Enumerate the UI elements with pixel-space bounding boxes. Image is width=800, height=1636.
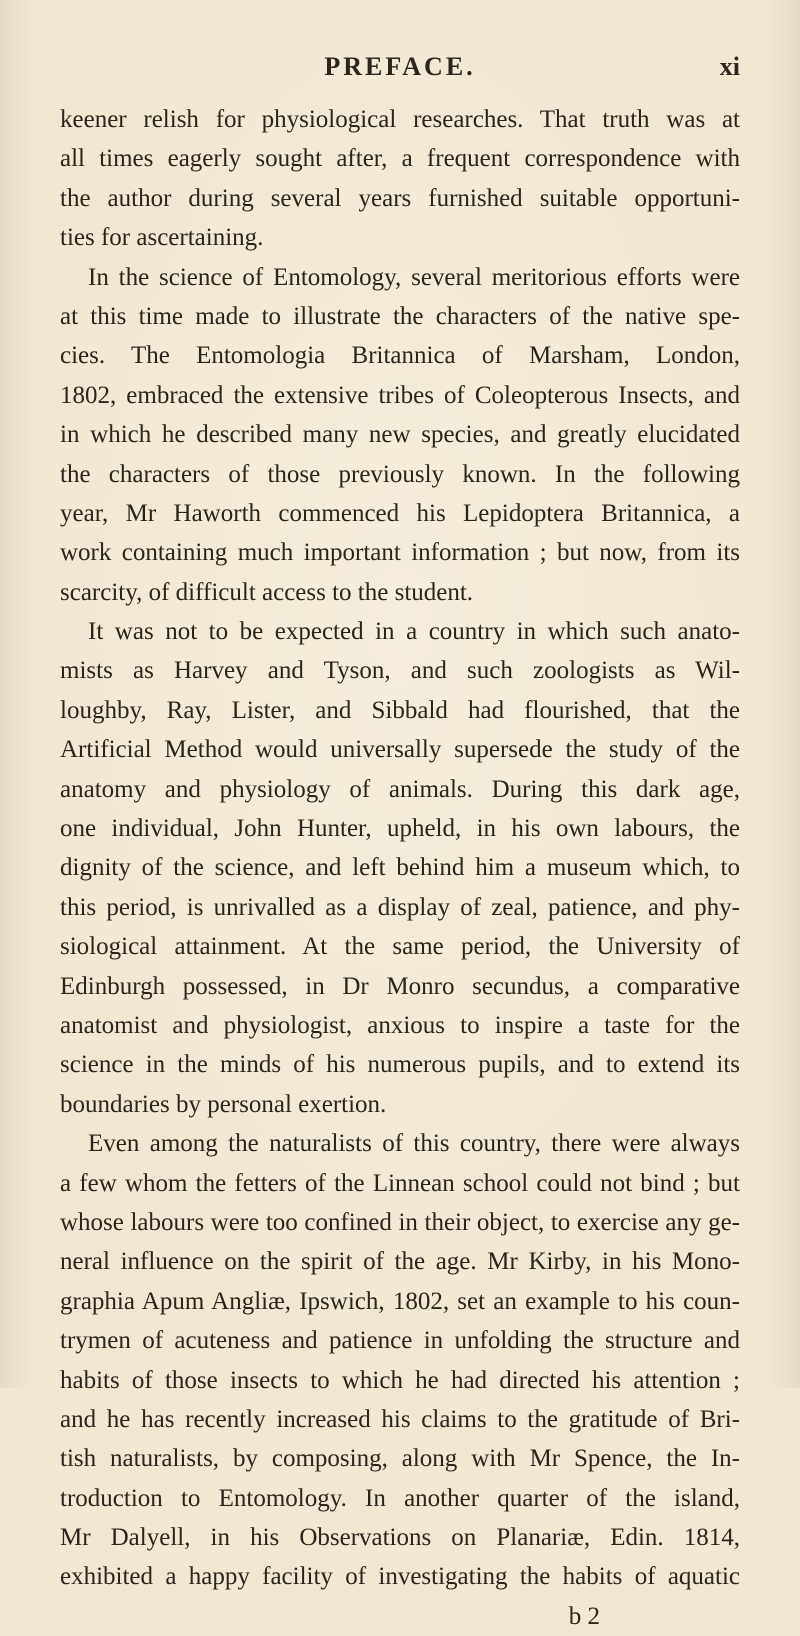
- page-header: [0, 50, 800, 90]
- text-line: work containing much important information ; but now, from its: [60, 539, 740, 567]
- text-line: exhibited a happy facility of investigating the habits of aquatic: [60, 1563, 740, 1591]
- text-line: trymen of acuteness and patience in unfolding the structure and: [60, 1327, 740, 1355]
- text-line: habits of those insects to which he had directed his attention ;: [60, 1366, 740, 1394]
- text-line: whose labours were too confined in their object, to exercise any ge-: [60, 1208, 740, 1236]
- text-line: graphia Apum Angliæ, Ipswich, 1802, set an example to his coun-: [60, 1287, 740, 1315]
- text-line: the characters of those previously known. In the following: [60, 460, 740, 488]
- text-line: tish naturalists, by composing, along with Mr Spence, the In-: [60, 1445, 740, 1473]
- text-line: neral influence on the spirit of the age. Mr Kirby, in his Mono-: [60, 1248, 740, 1276]
- text-line: science in the minds of his numerous pupils, and to extend its: [60, 1051, 740, 1079]
- text-line: a few whom the fetters of the Linnean school could not bind ; but: [60, 1169, 740, 1197]
- text-line: In the science of Entomology, several meritorious efforts were: [88, 263, 740, 291]
- text-line: Mr Dalyell, in his Observations on Planariæ, Edin. 1814,: [60, 1524, 740, 1552]
- text-line: It was not to be expected in a country in which such anato-: [88, 618, 740, 646]
- text-line: ties for ascertaining.: [60, 224, 264, 252]
- preface-body: [60, 100, 740, 1636]
- text-line: one individual, John Hunter, upheld, in his own labours, the: [60, 815, 740, 843]
- running-head: PREFACE.: [324, 52, 476, 81]
- text-line: boundaries by personal exertion.: [60, 1090, 387, 1118]
- text-line: scarcity, of difficult access to the student.: [60, 578, 474, 606]
- text-line: and he has recently increased his claims to the gratitude of Bri-: [60, 1405, 740, 1433]
- text-line: at this time made to illustrate the characters of the native spe-: [60, 302, 740, 330]
- text-line: anatomy and physiology of animals. During this dark age,: [60, 775, 740, 803]
- text-line: anatomist and physiologist, anxious to inspire a taste for the: [60, 1011, 740, 1039]
- text-line: loughby, Ray, Lister, and Sibbald had flourished, that the: [60, 696, 740, 724]
- text-line: cies. The Entomologia Britannica of Marsham, London,: [60, 342, 740, 370]
- text-line: this period, is unrivalled as a display of zeal, patience, and phy-: [60, 893, 740, 921]
- text-line: in which he described many new species, and greatly elucidated: [60, 421, 740, 449]
- text-line: mists as Harvey and Tyson, and such zoologists as Wil-: [60, 657, 740, 685]
- text-line: 1802, embraced the extensive tribes of Coleopterous Insects, and: [60, 381, 740, 409]
- text-line: year, Mr Haworth commenced his Lepidoptera Britannica, a: [60, 499, 740, 527]
- text-line: all times eagerly sought after, a frequent correspondence with: [60, 145, 740, 173]
- text-line: Even among the naturalists of this country, there were always: [88, 1130, 740, 1158]
- text-line: Artificial Method would universally supersede the study of the: [60, 736, 740, 764]
- page-number: xi: [719, 52, 740, 81]
- text-line: Edinburgh possessed, in Dr Monro secundus, a comparative: [60, 972, 740, 1000]
- text-line: dignity of the science, and left behind him a museum which, to: [60, 854, 740, 882]
- signature-mark: b 2: [568, 1602, 600, 1630]
- text-line: the author during several years furnished suitable opportuni-: [60, 184, 740, 212]
- text-line: troduction to Entomology. In another quarter of the island,: [60, 1484, 740, 1512]
- text-line: keener relish for physiological researches. That truth was at: [60, 106, 740, 133]
- text-line: siological attainment. At the same period, the University of: [60, 933, 740, 961]
